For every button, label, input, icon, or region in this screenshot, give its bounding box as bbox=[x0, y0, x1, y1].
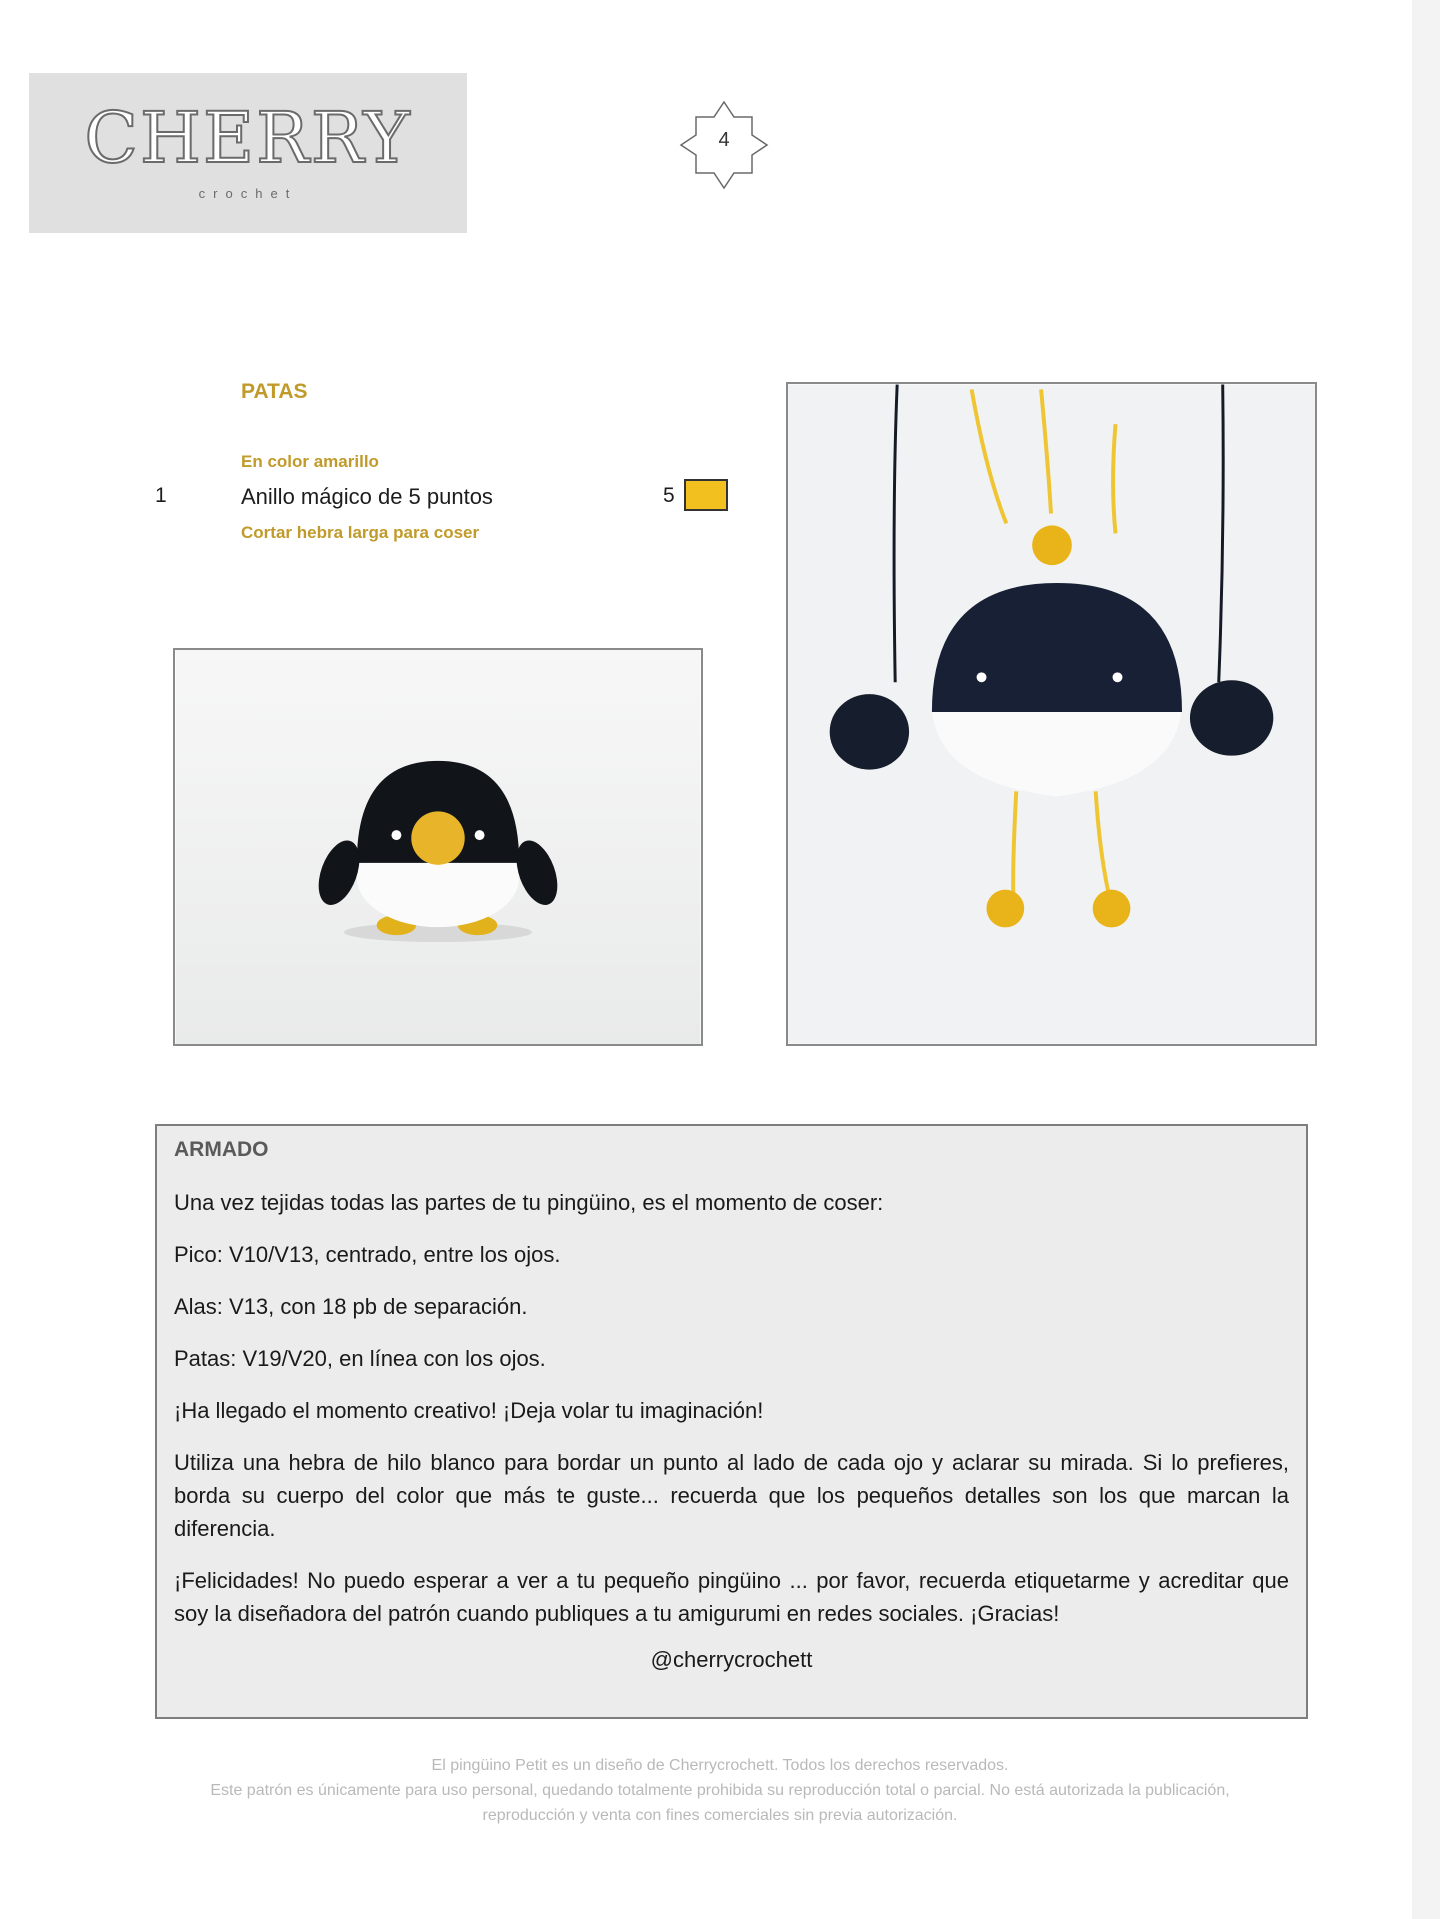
logo-wordmark: CHERRY bbox=[84, 97, 412, 179]
assembly-creative: ¡Ha llegado el momento creativo! ¡Deja volar tu imaginación! bbox=[174, 1398, 764, 1423]
penguin-parts-image bbox=[788, 384, 1315, 1044]
assembly-congrats: ¡Felicidades! No puedo esperar a ver a tu pequeño pingüino ... por favor, recuerda etiquetarme y acreditar que soy la diseñadora del patrón cuando publiques a tu amigurumi en redes sociales. ¡Gracias! bbox=[174, 1568, 1289, 1626]
assembly-feet: Patas: V19/V20, en línea con los ojos. bbox=[174, 1346, 546, 1371]
page-number: 4 bbox=[718, 129, 730, 151]
round-instruction: Anillo mágico de 5 puntos bbox=[241, 484, 493, 509]
footer-line-1: El pingüino Petit es un diseño de Cherrycrochett. Todos los derechos reservados. bbox=[431, 1757, 1009, 1774]
penguin-parts-photo bbox=[786, 382, 1317, 1046]
color-swatch bbox=[684, 479, 728, 511]
logo-tagline: crochet bbox=[198, 186, 298, 201]
cut-note: Cortar hebra larga para coser bbox=[241, 523, 480, 542]
assembly-tip: Utiliza una hebra de hilo blanco para bordar un punto al lado de cada ojo y aclarar su mirada. Si lo prefieres, borda su cuerpo del color que más te guste... recuerda que los pequeños detalles son los que marcan la diferencia. bbox=[174, 1450, 1289, 1541]
brand-logo bbox=[29, 73, 467, 233]
stitch-count: 5 bbox=[663, 484, 675, 507]
assembly-title: ARMADO bbox=[174, 1138, 269, 1161]
assembly-wings: Alas: V13, con 18 pb de separación. bbox=[174, 1294, 528, 1319]
assembly-intro: Una vez tejidas todas las partes de tu pingüino, es el momento de coser: bbox=[174, 1190, 884, 1215]
round-number: 1 bbox=[155, 484, 167, 507]
penguin-photo bbox=[173, 648, 703, 1046]
copyright-footer bbox=[200, 1753, 1240, 1828]
penguin-amigurumi-image bbox=[175, 650, 701, 1044]
assembly-beak: Pico: V10/V13, centrado, entre los ojos. bbox=[174, 1242, 561, 1267]
footer-line-2: Este patrón es únicamente para uso personal, quedando totalmente prohibida su reproducción total o parcial. No está autorizada la publicación, reproducción y venta con fines comerciales sin previa autorización. bbox=[210, 1782, 1230, 1824]
social-handle: @cherrycrochett bbox=[650, 1647, 813, 1672]
color-note: En color amarillo bbox=[241, 452, 379, 471]
assembly-box bbox=[155, 1124, 1308, 1719]
section-title-patas: PATAS bbox=[241, 380, 308, 403]
